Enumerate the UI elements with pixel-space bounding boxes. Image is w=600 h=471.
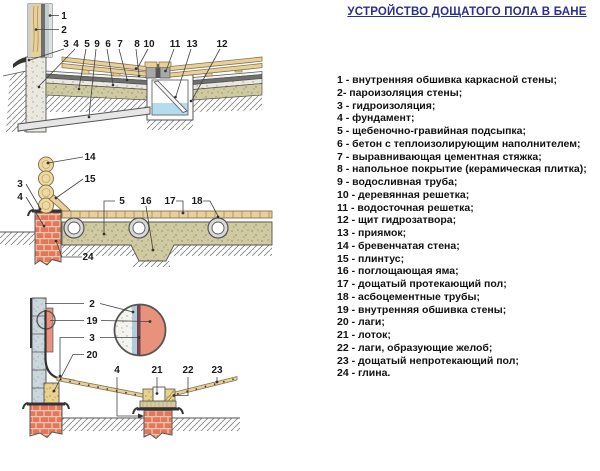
callout-number-17: 17 xyxy=(164,196,176,207)
diagram-middle-section xyxy=(0,148,330,270)
legend-item: 7 - выравнивающая цементная стяжка; xyxy=(337,150,542,163)
callout-number-5: 5 xyxy=(84,39,90,50)
callout-number-23: 23 xyxy=(211,365,223,376)
callout-number-3: 3 xyxy=(89,333,95,344)
legend-item: 13 - приямок; xyxy=(337,227,407,239)
legend-item: 10 - деревянная решетка; xyxy=(337,188,470,201)
legend-item: 14 - бревенчатая стена; xyxy=(337,239,460,252)
callout-number-4: 4 xyxy=(73,39,79,50)
callout-number-3: 3 xyxy=(63,39,69,50)
trough xyxy=(133,387,183,414)
callout-number-1: 1 xyxy=(61,11,67,22)
callout-number-14: 14 xyxy=(84,152,96,163)
legend-item: 6 - бетон с теплоизолирующим наполнителем; xyxy=(337,137,581,150)
callout-number-19: 19 xyxy=(86,316,98,327)
legend-item: 8 - напольное покрытие (керамическая плитка); xyxy=(337,163,587,176)
callout-number-21: 21 xyxy=(151,365,163,376)
legend-item: 24 - глина. xyxy=(337,367,391,380)
legend-item: 5 - щебеночно-гравийная подсыпка; xyxy=(337,125,526,137)
callout-number-2: 2 xyxy=(89,299,95,310)
drain-pit xyxy=(147,75,193,120)
drip-flashing xyxy=(13,57,26,68)
legend-item: 20 - лаги; xyxy=(337,316,385,329)
diagram-bottom-section xyxy=(0,290,330,471)
callout-number-9: 9 xyxy=(94,39,100,50)
legend-item: 21 - лоток; xyxy=(337,329,391,341)
legend-item: 17 - дощатый протекающий пол; xyxy=(337,278,507,290)
callout-number-24: 24 xyxy=(82,252,94,263)
legend-item: 2- пароизоляция стены; xyxy=(337,86,463,99)
callout-number-3: 3 xyxy=(17,179,23,190)
callout-number-22: 22 xyxy=(182,365,194,376)
callout-number-15: 15 xyxy=(84,174,96,185)
legend-item: 19 - внутренняя обшивка стены; xyxy=(337,303,507,316)
callout-number-8: 8 xyxy=(134,39,140,50)
legend-item: 23 - дощатый непротекающий пол; xyxy=(337,354,519,367)
callout-number-20: 20 xyxy=(86,350,98,361)
callout-number-13: 13 xyxy=(186,39,198,50)
inner-lining-strip xyxy=(46,308,53,352)
floor-layers-left xyxy=(46,71,147,100)
callout-number-11: 11 xyxy=(169,39,181,50)
legend-item: 9 - водосливная труба; xyxy=(337,176,458,188)
callout-number-18: 18 xyxy=(191,196,203,207)
drain-grate xyxy=(145,62,171,78)
legend-item: 4 - фундамент; xyxy=(337,112,415,125)
legend-item: 12 - щит гидрозатвора; xyxy=(337,214,457,227)
callout-number-7: 7 xyxy=(117,39,123,50)
callout-number-6: 6 xyxy=(105,39,111,50)
callout-number-2: 2 xyxy=(61,25,67,36)
callout-number-4: 4 xyxy=(114,365,120,376)
diagram-top-section xyxy=(0,0,330,145)
log-wall xyxy=(39,157,71,213)
callout-number-12: 12 xyxy=(216,39,228,50)
left-brick-pillar xyxy=(23,403,69,438)
legend-item: 11 - водосточная решетка; xyxy=(337,201,474,214)
legend-item: 18 - асбоцементные трубы; xyxy=(337,290,480,303)
legend-item: 1 - внутренняя обшивка каркасной стены; xyxy=(337,74,557,86)
legend-panel xyxy=(337,74,597,380)
detail-circle xyxy=(114,304,167,356)
legend-item: 15 - плинтус; xyxy=(337,252,405,265)
callout-number-4: 4 xyxy=(17,192,23,203)
callout-number-10: 10 xyxy=(143,39,155,50)
legend-item: 16 - поглощающая яма; xyxy=(337,265,459,278)
callout-number-5: 5 xyxy=(119,196,125,207)
callout-number-16: 16 xyxy=(140,196,152,207)
page-title: УСТРОЙСТВО ДОЩАТОГО ПОЛА В БАНЕ xyxy=(347,6,587,18)
center-brick-pillar xyxy=(144,411,172,439)
floor-layers-right xyxy=(193,72,262,101)
legend-item: 22 - лаги, образующие желоб; xyxy=(337,341,493,354)
legend-item: 3 - гидроизоляция; xyxy=(337,99,436,112)
leader-lines xyxy=(45,304,218,419)
plank-floor xyxy=(62,211,272,218)
